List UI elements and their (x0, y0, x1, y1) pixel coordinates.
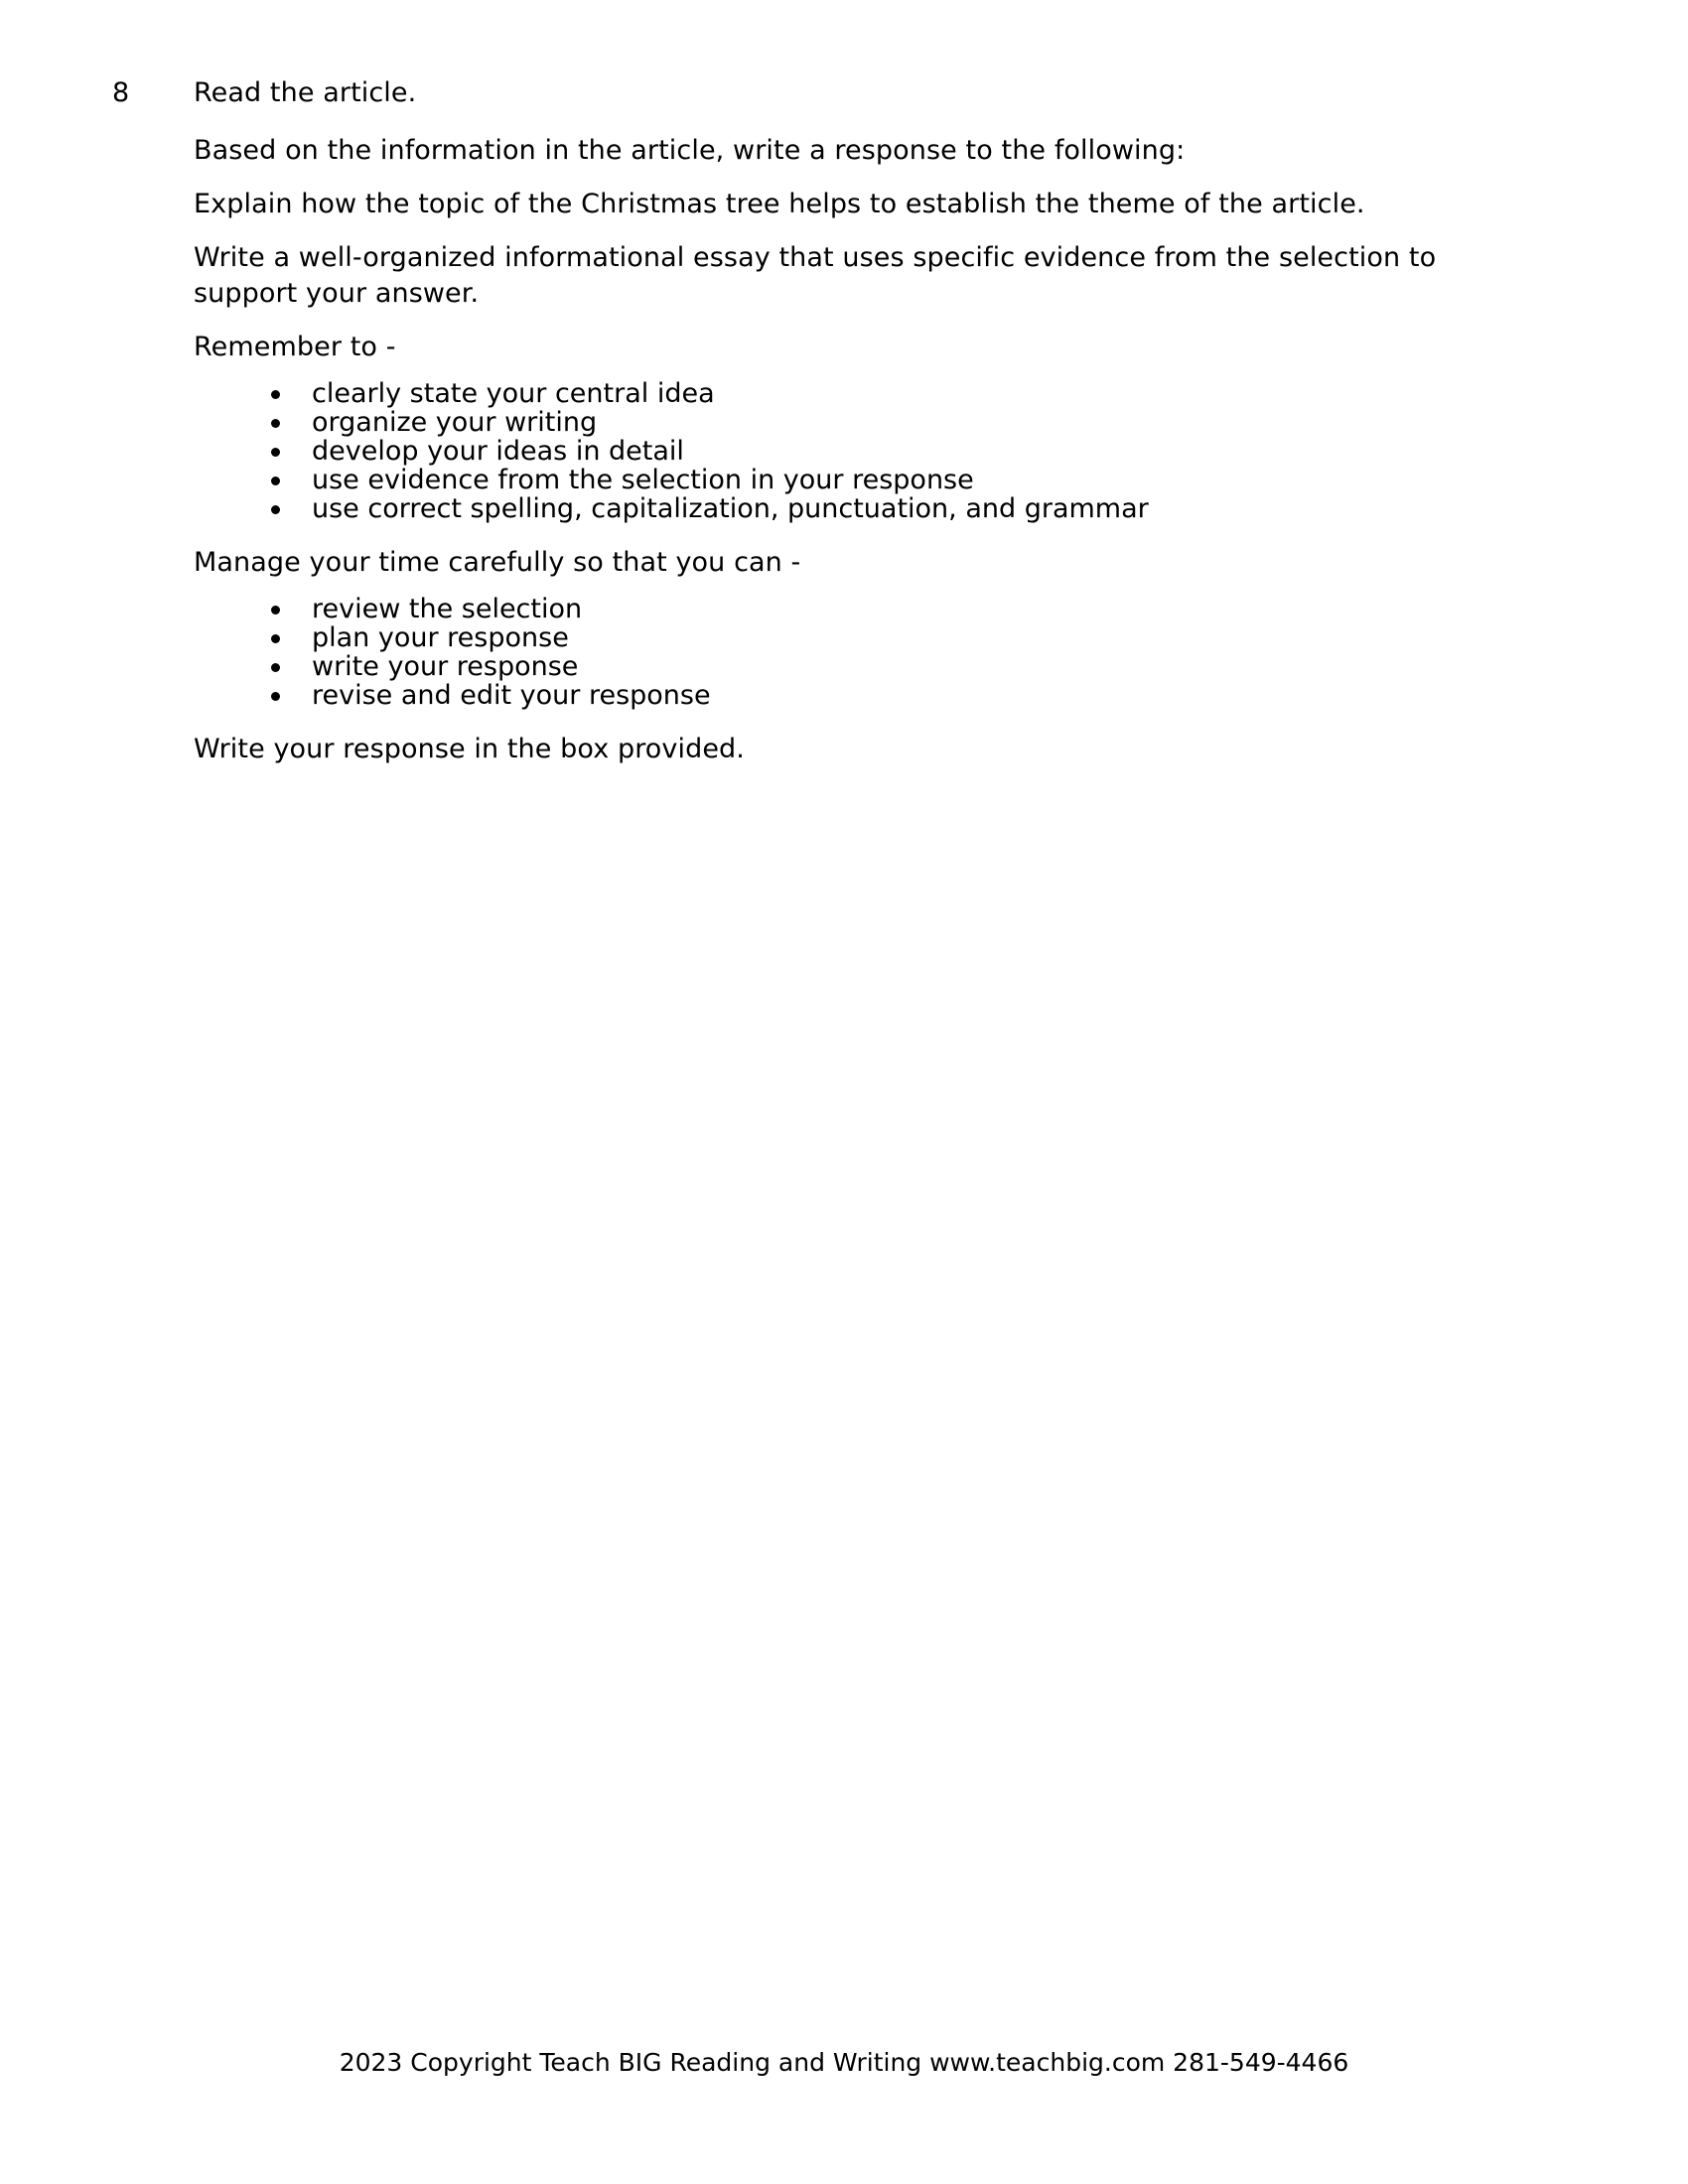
bullet-icon (271, 419, 280, 428)
list-item (271, 494, 1532, 523)
question-paragraph-3: Write a well-organized informational essay that uses specific evidence from the selection to support your answer. (194, 242, 1437, 309)
list-item (271, 408, 1532, 437)
list-item (271, 623, 1532, 652)
page-footer: 2023 Copyright Teach BIG Reading and Writing www.teachbig.com 281-549-4466 (339, 2048, 1349, 2077)
bullet-icon (271, 606, 280, 614)
closing-instruction: Write your response in the box provided. (194, 734, 745, 764)
bullet-icon (271, 634, 280, 643)
manage-heading: Manage your time carefully so that you can - (194, 547, 801, 578)
question-prompt: Read the article. (194, 77, 417, 108)
manage-list (194, 595, 1532, 710)
list-item (271, 466, 1532, 494)
bullet-icon (271, 477, 280, 485)
question-block (112, 75, 1532, 767)
list-item-label: use evidence from the selection in your response (312, 465, 974, 495)
question-row (112, 75, 1532, 767)
list-item (271, 379, 1532, 408)
question-paragraph-2: Explain how the topic of the Christmas tree helps to establish the theme of the article. (194, 189, 1365, 219)
list-item-label: review the selection (312, 594, 583, 624)
list-item-label: organize your writing (312, 407, 598, 438)
list-item-label: use correct spelling, capitalization, punctuation, and grammar (312, 493, 1149, 524)
list-item-label: write your response (312, 651, 579, 682)
remember-heading: Remember to - (194, 332, 396, 362)
bullet-icon (271, 390, 280, 399)
bullet-icon (271, 663, 280, 672)
list-item-label: revise and edit your response (312, 680, 711, 711)
list-item (271, 652, 1532, 681)
bullet-icon (271, 448, 280, 457)
list-item (271, 437, 1532, 466)
question-body (194, 75, 1532, 767)
list-item (271, 595, 1532, 623)
question-number: 8 (112, 77, 130, 108)
list-item-label: clearly state your central idea (312, 378, 715, 409)
list-item (271, 681, 1532, 710)
list-item-label: plan your response (312, 622, 569, 653)
bullet-icon (271, 692, 280, 701)
bullet-icon (271, 505, 280, 514)
list-item-label: develop your ideas in detail (312, 436, 684, 467)
question-paragraph-1: Based on the information in the article, write a response to the following: (194, 135, 1186, 166)
remember-list (194, 379, 1532, 523)
